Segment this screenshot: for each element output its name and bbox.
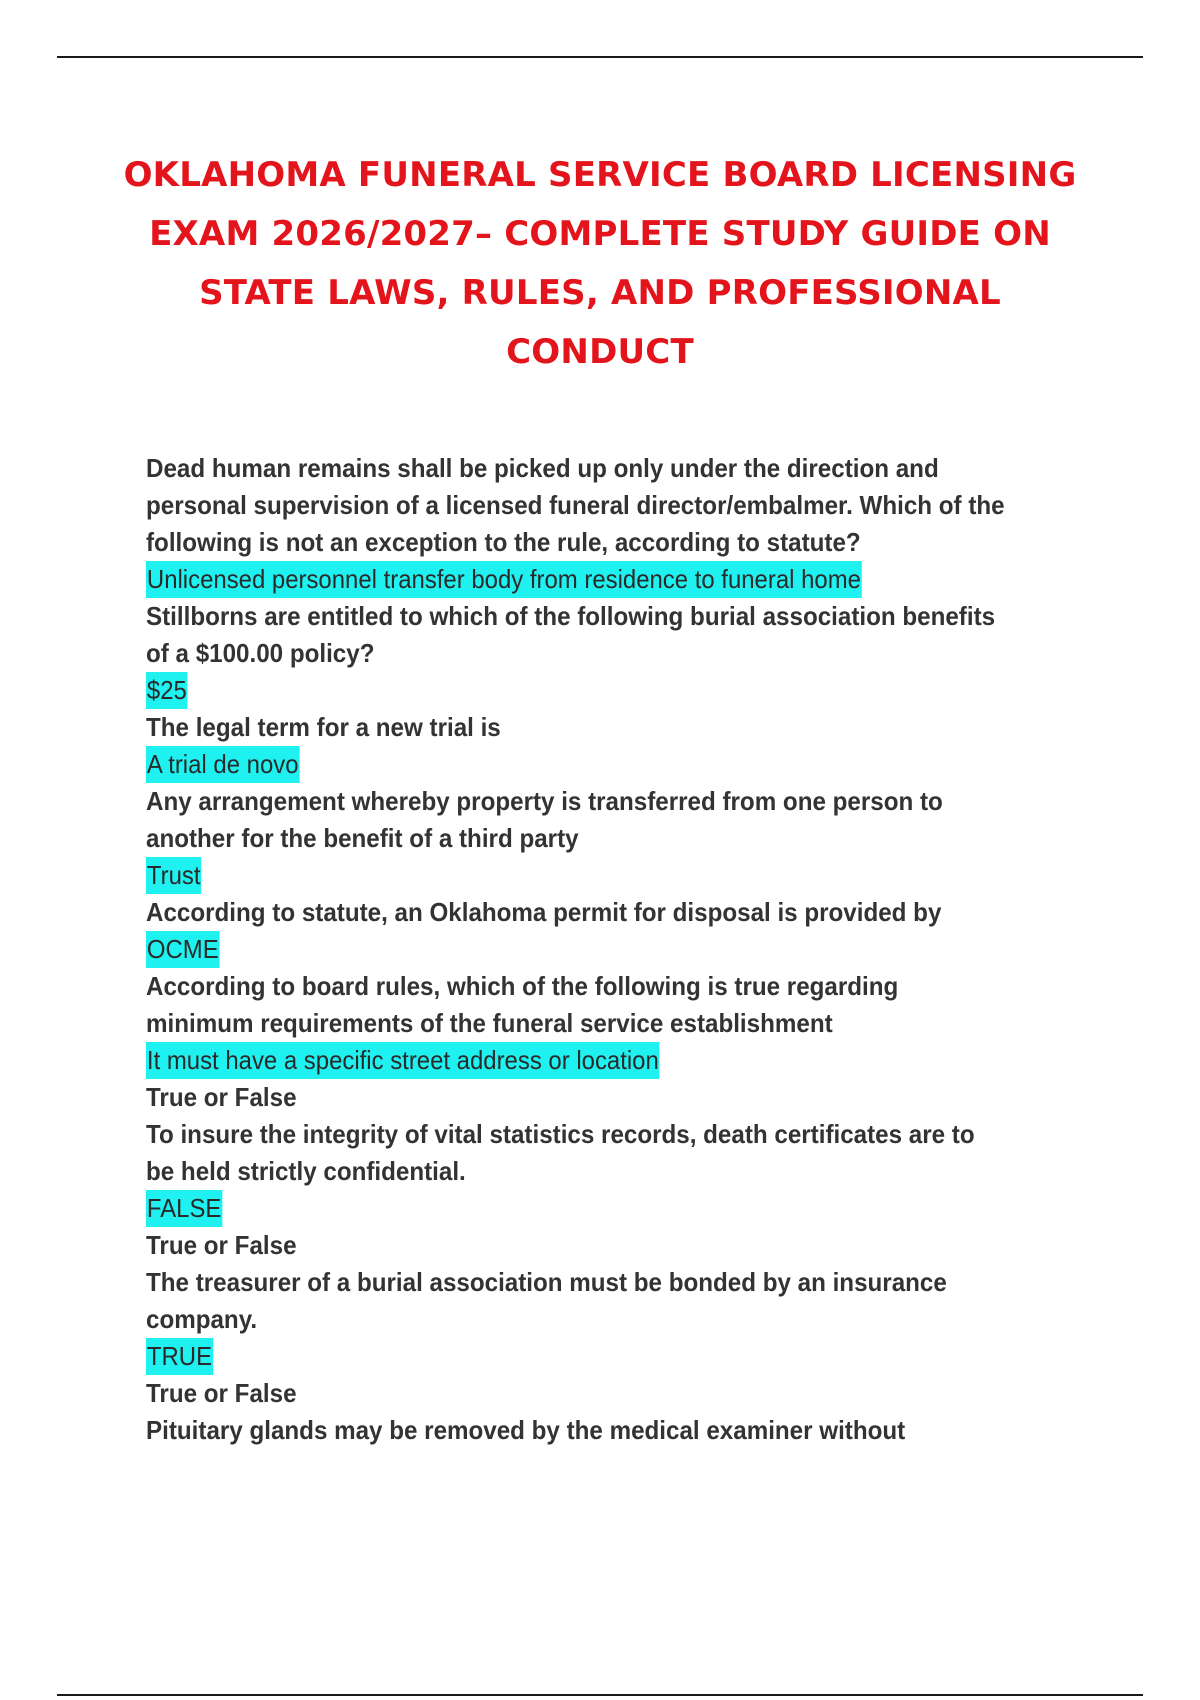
question-line: Dead human remains shall be picked up only under the direction and [146,453,939,483]
qa-item [146,598,1106,709]
question-line: To insure the integrity of vital statistics records, death certificates are to [146,1119,975,1149]
qa-list [146,450,1106,1449]
question-line: company. [146,1304,258,1334]
answer-highlight: It must have a specific street address or location [146,1042,660,1079]
title-line: OKLAHOMA FUNERAL SERVICE BOARD LICENSING [123,155,1077,195]
question-line: True or False [146,1230,297,1260]
top-rule [57,56,1143,58]
title-line: EXAM 2026/2027– COMPLETE STUDY GUIDE ON [149,214,1051,254]
qa-item [146,968,1106,1079]
title-line: STATE LAWS, RULES, AND PROFESSIONAL [199,273,1001,313]
answer-highlight: $25 [146,672,188,709]
question [146,968,1039,1042]
qa-item [146,450,1106,598]
question-line: According to board rules, which of the following is true regarding [146,971,899,1001]
question [146,1079,1039,1190]
question-line: True or False [146,1378,297,1408]
question-line: be held strictly confidential. [146,1156,466,1186]
question-line: following is not an exception to the rule, according to statute? [146,527,861,557]
document-title [110,146,1090,382]
question-line: Pituitary glands may be removed by the medical examiner without [146,1415,906,1445]
question-line: According to statute, an Oklahoma permit for disposal is provided by [146,897,942,927]
qa-item [146,1079,1106,1227]
answer-highlight: A trial de novo [146,746,299,783]
bottom-rule [57,1694,1143,1696]
question [146,1227,1039,1338]
question [146,894,1039,931]
title-line: CONDUCT [506,332,694,372]
qa-item [146,1227,1106,1375]
question [146,450,1039,561]
question-line: Any arrangement whereby property is transferred from one person to [146,786,943,816]
qa-item [146,1375,1106,1449]
answer-highlight: TRUE [146,1338,213,1375]
question [146,1375,1039,1449]
question [146,598,1039,672]
question-line: another for the benefit of a third party [146,823,579,853]
answer-highlight: Trust [146,857,201,894]
question-line: The treasurer of a burial association must be bonded by an insurance [146,1267,947,1297]
answer-highlight: Unlicensed personnel transfer body from residence to funeral home [146,561,862,598]
qa-item [146,709,1106,783]
question-line: personal supervision of a licensed funeral director/embalmer. Which of the [146,490,1005,520]
question-line: The legal term for a new trial is [146,712,501,742]
question [146,783,1039,857]
qa-item [146,894,1106,968]
question [146,709,1039,746]
answer-highlight: FALSE [146,1190,222,1227]
question-line: True or False [146,1082,297,1112]
question-line: Stillborns are entitled to which of the following burial association benefits [146,601,996,631]
qa-item [146,783,1106,894]
answer-highlight: OCME [146,931,220,968]
question-line: minimum requirements of the funeral service establishment [146,1008,833,1038]
question-line: of a $100.00 policy? [146,638,375,668]
